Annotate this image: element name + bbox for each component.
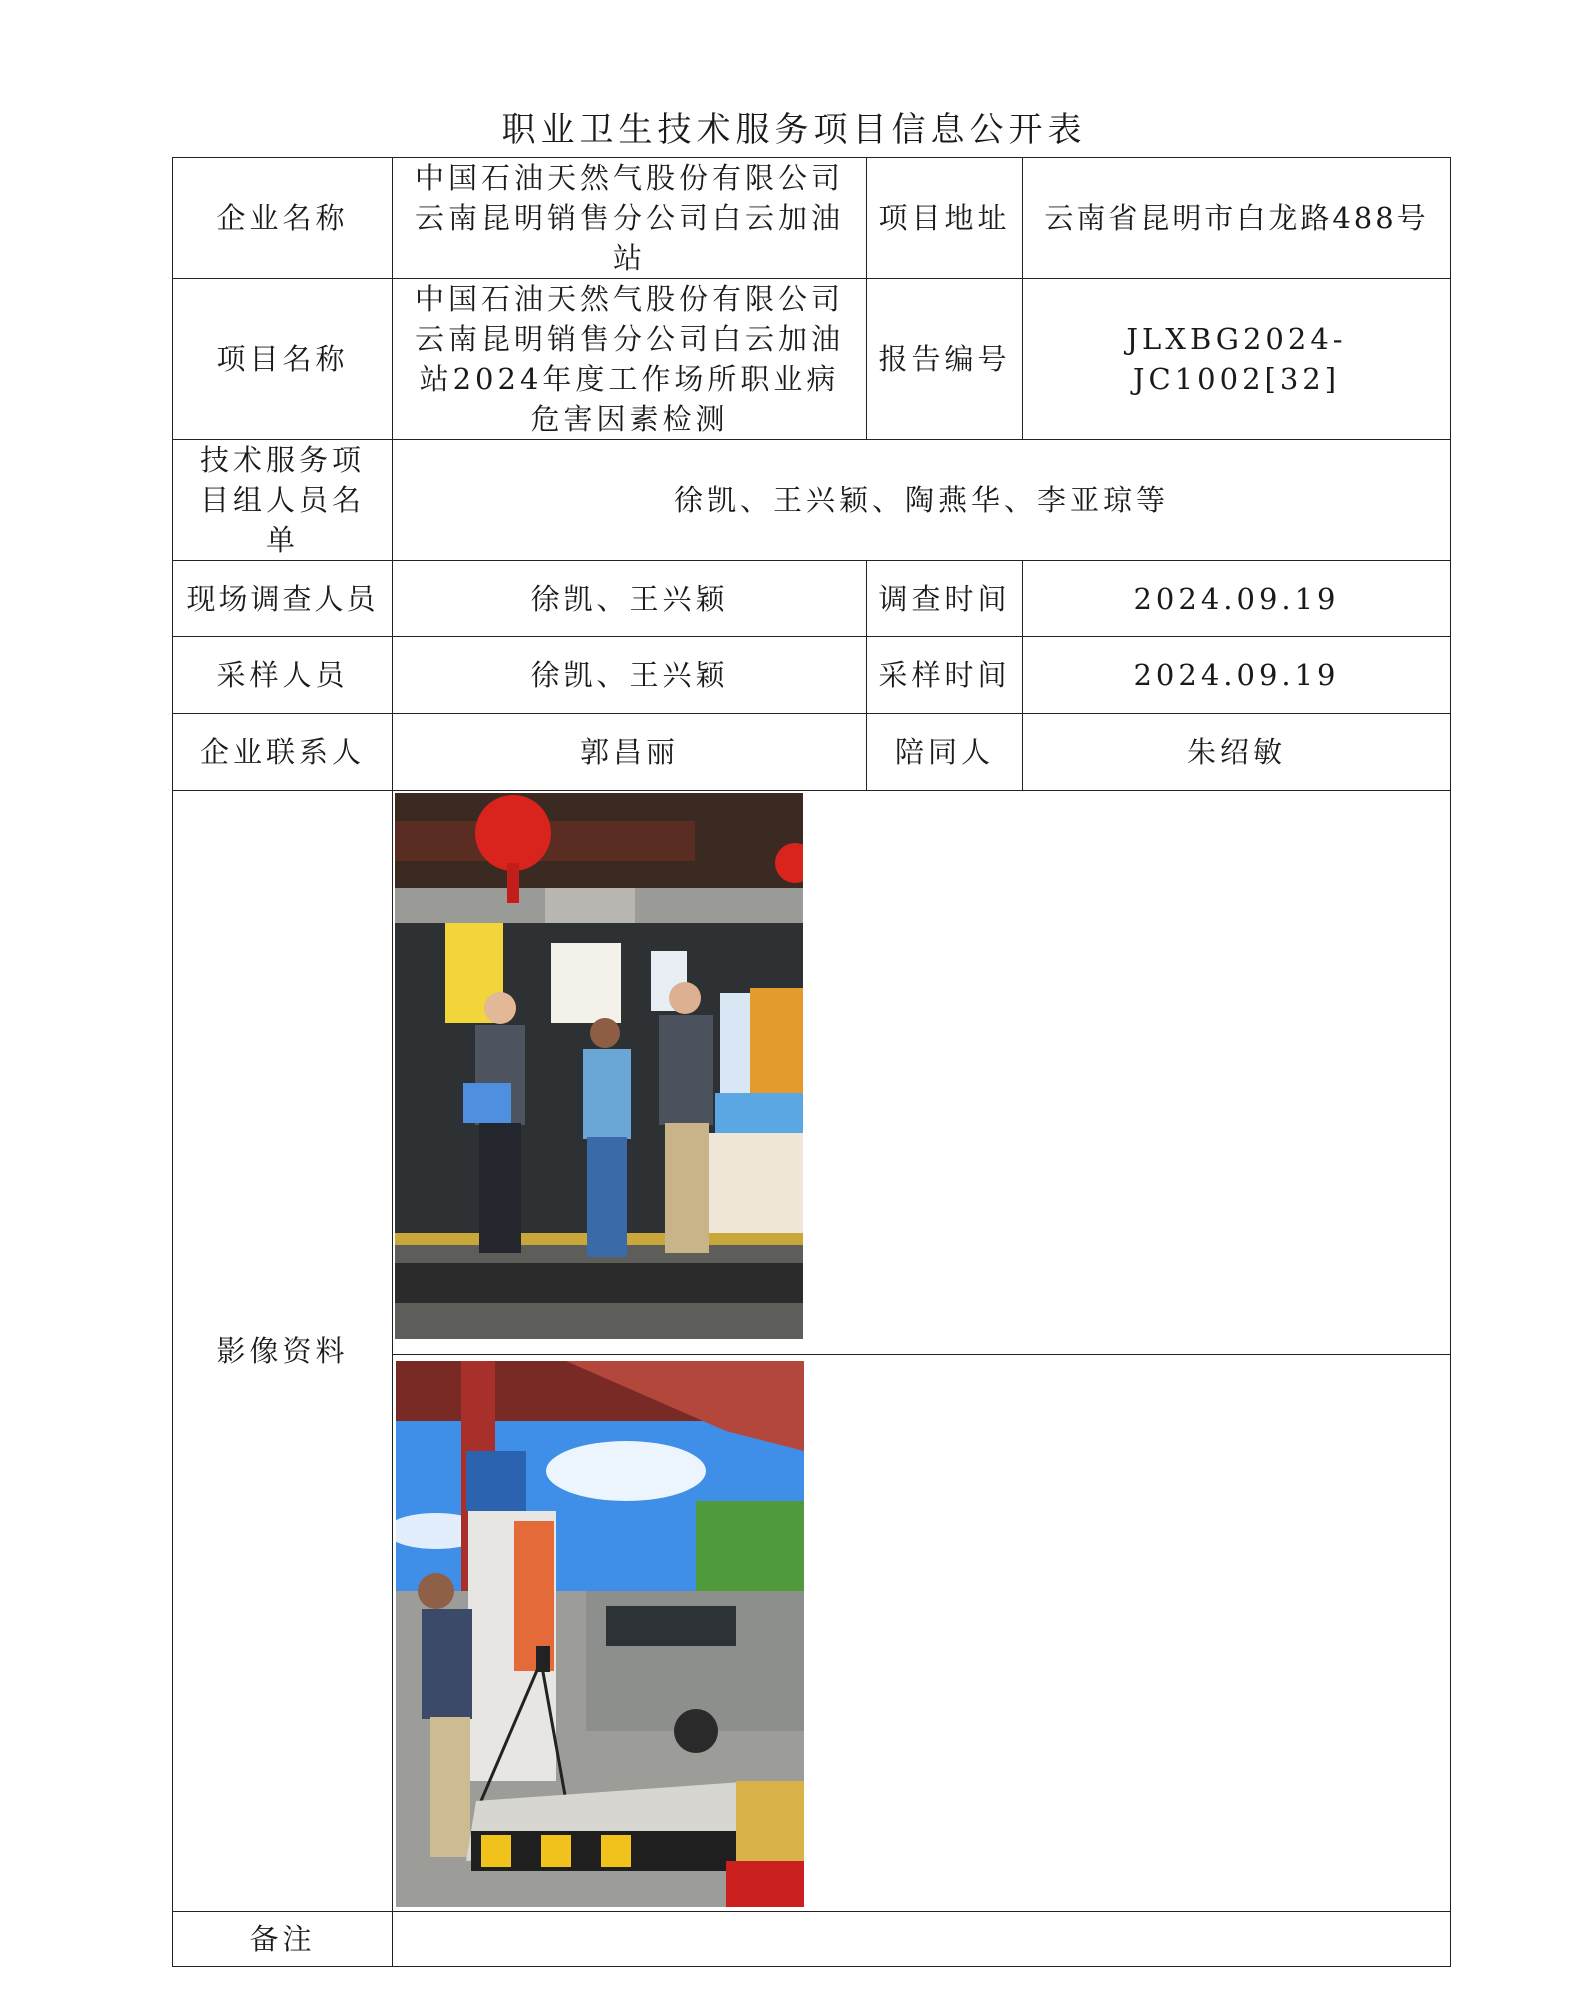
document-title: 职业卫生技术服务项目信息公开表 <box>501 110 1087 150</box>
sampling-time-value: 2024.09.19 <box>1023 637 1451 714</box>
company-contact-label: 企业联系人 <box>173 714 393 791</box>
project-name-label: 项目名称 <box>173 279 393 440</box>
project-address-label: 项目地址 <box>867 158 1023 279</box>
survey-staff-value: 徐凯、王兴颖 <box>393 561 867 637</box>
table-row <box>173 791 1451 1912</box>
table-row <box>173 714 1451 791</box>
photo-slot <box>393 1355 1450 1911</box>
table-row <box>173 1912 1451 1967</box>
photo-graphic <box>396 1361 804 1907</box>
media-label: 影像资料 <box>173 791 393 1912</box>
three-people-at-station-shop-photo <box>395 793 803 1339</box>
info-table <box>172 157 1451 1967</box>
project-address-value: 云南省昆明市白龙路488号 <box>1023 158 1451 279</box>
survey-time-value: 2024.09.19 <box>1023 561 1451 637</box>
table-row <box>173 561 1451 637</box>
project-name-value: 中国石油天然气股份有限公司云南昆明销售分公司白云加油站2024年度工作场所职业病危害因素检测 <box>393 279 867 440</box>
company-contact-value: 郭昌丽 <box>393 714 867 791</box>
team-members-label: 技术服务项目组人员名单 <box>173 440 393 561</box>
report-number-value: JLXBG2024-JC1002[32] <box>1023 279 1451 440</box>
team-members-value: 徐凯、王兴颖、陶燕华、李亚琼等 <box>393 440 1451 561</box>
table-row <box>173 158 1451 279</box>
remarks-label: 备注 <box>173 1912 393 1967</box>
company-name-label: 企业名称 <box>173 158 393 279</box>
remarks-value <box>393 1912 1451 1967</box>
report-number-label: 报告编号 <box>867 279 1023 440</box>
sampling-at-fuel-pump-photo <box>396 1361 804 1907</box>
sampling-staff-label: 采样人员 <box>173 637 393 714</box>
table-row <box>173 440 1451 561</box>
photo-slot <box>393 791 1450 1355</box>
sampling-staff-value: 徐凯、王兴颖 <box>393 637 867 714</box>
media-cell <box>393 791 1451 1912</box>
escort-value: 朱绍敏 <box>1023 714 1451 791</box>
table-row <box>173 279 1451 440</box>
company-name-value: 中国石油天然气股份有限公司云南昆明销售分公司白云加油站 <box>393 158 867 279</box>
table-row <box>173 637 1451 714</box>
sampling-time-label: 采样时间 <box>867 637 1023 714</box>
escort-label: 陪同人 <box>867 714 1023 791</box>
photo-graphic <box>395 793 803 1339</box>
survey-staff-label: 现场调查人员 <box>173 561 393 637</box>
survey-time-label: 调查时间 <box>867 561 1023 637</box>
